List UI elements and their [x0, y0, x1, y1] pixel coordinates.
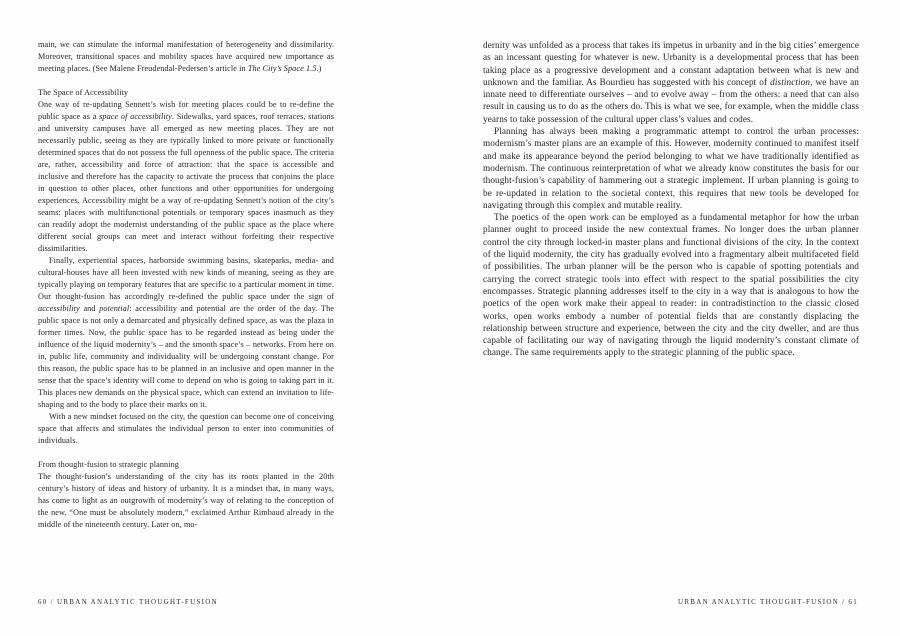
page-right: [450, 0, 900, 636]
text-run: , we have an innate need to differentiate ourselves – and to evolve away – from the others: a need that can also result in causing us to do as the others do. This is what we see, for example, when the middle class yearns to take possession of the cultural upper class’s values and codes.: [483, 76, 859, 124]
italic-text-run: potential: [99, 304, 130, 313]
section-heading: The Space of Accessibility: [38, 88, 129, 97]
text-run: Planning has always been making a programmatic attempt to control the urban processes: modernism’s master plans are an example of this. However, modernity continued to manifest itself and make its appearance beyond the period belonging to what we have traditionally identified as modernism. The continuous reinterpretation of what we already know constitutes the basis for our thought-fusion’s capability of hammering out a strategic implement. If urban planning is going to be re-updated in relation to the societal context, this requires that new tools be developed for navigating through this complex and mutable reality.: [483, 126, 859, 210]
page-left-text-column: [38, 39, 334, 531]
text-run: main, we can stimulate the informal manifestation of heterogeneity and dissimilarity. Moreover, transitional spaces and mobility spaces have acquired new importance as meeting places. (See Malene Freudendal-Pedersen’s article in: [38, 40, 334, 73]
paragraph: [38, 99, 334, 255]
text-run: dernity was unfolded as a process that takes its impetus in urbanity and in the big cities’ emergence as an incessant questing for whatever is new. Urbanity is a developmental process that has been taking place as a progressive development and a constant adaptation between what is new and unknown and the familiar. As Bourdieu has suggested with his concept of: [483, 40, 859, 87]
text-run: Finally, experiential spaces, harborside swimming basins, skateparks, media- and cultural-houses have all been invested with new kinds of meaning, seeing as they are typically playing on temporary features that are specific to a particular moment in time. Our thought-fusion has accordingly re-defined the public space under the sign of: [38, 256, 334, 301]
text-run: .): [316, 64, 322, 73]
text-run: With a new mindset focused on the city, the question can become one of conceiving space that affects and stimulates the individual person to enter into communities of individuals.: [38, 412, 334, 445]
text-run: and: [79, 304, 100, 313]
paragraph: [38, 411, 334, 447]
text-run: The thought-fusion’s understanding of the city has its roots planted in the 20th century’s history of ideas and history of urbanity. It is a mindset that, in many ways, has come to light as an outgrowth of modernity’s way of relating to the conception of the new. “One must be absolutely modern,” exclaimed Arthur Rimbaud already in the middle of the nineteenth century. Later on, mo-: [38, 472, 334, 529]
page-right-text-column: [483, 39, 859, 359]
page-left-footer: 60 / URBAN ANALYTIC THOUGHT-FUSION: [38, 598, 219, 606]
italic-text-run: The City’s Space 1.5: [247, 64, 317, 73]
paragraph: [483, 39, 859, 125]
page-right-footer: URBAN ANALYTIC THOUGHT-FUSION / 61: [677, 598, 858, 606]
text-run: : accessibility and potential are the order of the day. The public space is not only a demarcated and physically defined space, as was the plaza in former times. Now, the public space has to be regarded instead as being under the influence of the liquid modernity’s – and the smooth space’s – networks. From here on in, public life, community and individuality will be undergoing constant change. For this reason, the public space has to be planned in an inclusive and open manner in the sense that the space’s identity will come to depend on who is going to taking part in it. This places new demands on the physical space, which can extend an invitation to life-shaping and to the body to place their marks on it.: [38, 304, 334, 409]
italic-text-run: accessibility: [38, 304, 80, 313]
text-run: . Sidewalks, yard spaces, roof terraces, stations and university campuses have all emerged as new meeting places. They are not necessarily public, seeing as they are typically linked to more private or functionally determined spaces that do not possess the full openness of the public space. The criteria are, rather, accessibility and force of attraction: that the space is accessible and inclusive and therefore has the capacity to activate the process that conjoins the place in question to other places, other functions and other opportunities for undergoing experiences. Accessibility might be a way of re-updating Sennett’s notion of the city’s seams: places with multifunctional potentials or temporary spaces inasmuch as they can readily adopt the modernist understanding of the public space as the place where different social groups can meet and interact without forfeiting their respective dissimilarities.: [38, 112, 334, 253]
paragraph: [38, 471, 334, 531]
paragraph: [38, 39, 334, 75]
section-heading: From thought-fusion to strategic planning: [38, 460, 179, 469]
italic-text-run: space of accessibility: [99, 112, 172, 121]
text-run: One way of re-updating Sennett’s wish for meeting places could be to re-define the public space as a: [38, 100, 334, 121]
text-run: The poetics of the open work can be employed as a fundamental metaphor for how the urban planner ought to proceed inside the new contextual frames. No longer does the urban planner control the city through locked-in master plans and functional divisions of the city. In the context of the liquid modernity, the city has gradually evolved into a fragmentary albeit multifaceted field of possibilities. The urban planner will be the person who is capable of spotting potentials and carrying the correct strategic tools into effect with respect to the spatial possibilities the city encompasses. Strategic planning addresses itself to the city in a way that is analogous to how the poetics of the open work make their appeal to reader: in contradistinction to the classic closed works, open works embody a number of potential fields that are constantly displacing the relationship between structure and experience, between the city and the city dweller, and are thus capable of facilitating our way of navigating through the liquid modernity’s constant climate of change. The same requirements apply to the strategic planning of the public space.: [483, 212, 859, 358]
paragraph: [483, 211, 859, 359]
paragraph: [483, 125, 859, 211]
paragraph: [38, 255, 334, 411]
italic-text-run: distinction: [770, 76, 811, 87]
